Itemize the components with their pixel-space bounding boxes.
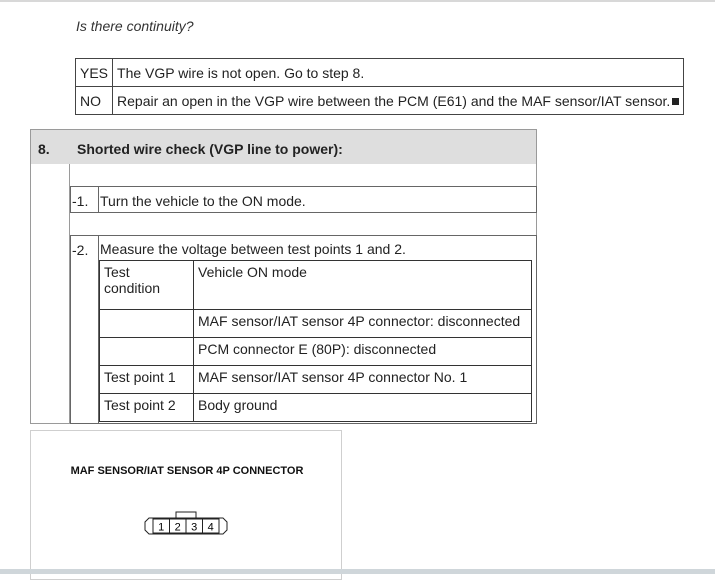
substep-1 xyxy=(70,186,537,213)
result-text: The VGP wire is not open. Go to step 8. xyxy=(113,59,684,87)
result-key: YES xyxy=(76,59,113,87)
pin-label: 1 xyxy=(158,521,165,534)
connector-figure xyxy=(30,430,342,580)
substep-2 xyxy=(70,235,537,424)
result-text: Repair an open in the VGP wire between the PCM (E61) and the MAF sensor/IAT sensor. xyxy=(113,87,684,115)
condition-label xyxy=(100,310,194,338)
substep-number: -1. xyxy=(71,187,99,212)
pin-label: 4 xyxy=(207,521,214,534)
condition-label: Test condition xyxy=(100,261,194,310)
bottom-scroll-strip xyxy=(0,569,715,574)
condition-value: MAF sensor/IAT sensor 4P connector: disconnected xyxy=(194,310,532,338)
end-marker-icon xyxy=(672,98,679,105)
step-8-block xyxy=(30,129,537,424)
result-table xyxy=(75,58,684,115)
step-header xyxy=(31,130,536,164)
table-row xyxy=(100,394,532,422)
substep-text: Measure the voltage between test points 1 and 2. xyxy=(100,241,406,257)
figure-caption: MAF SENSOR/IAT SENSOR 4P CONNECTOR xyxy=(70,465,304,477)
substep-number: -2. xyxy=(71,236,99,423)
pin-label: 2 xyxy=(174,521,181,534)
pin-label: 3 xyxy=(191,521,198,534)
connector-4p-icon xyxy=(141,511,231,541)
step-number-column xyxy=(31,130,70,423)
condition-value: MAF sensor/IAT sensor 4P connector No. 1 xyxy=(194,366,532,394)
question-text: Is there continuity? xyxy=(76,18,194,34)
condition-label: Test point 2 xyxy=(100,394,194,422)
table-row xyxy=(76,59,684,87)
substep-text: Turn the vehicle to the ON mode. xyxy=(100,193,306,209)
top-divider xyxy=(0,0,715,2)
condition-label: Test point 1 xyxy=(100,366,194,394)
condition-value: PCM connector E (80P): disconnected xyxy=(194,338,532,366)
table-row xyxy=(100,261,532,310)
table-row xyxy=(100,310,532,338)
table-row xyxy=(100,338,532,366)
condition-value: Body ground xyxy=(194,394,532,422)
test-condition-table xyxy=(99,260,532,422)
step-title: Shorted wire check (VGP line to power): xyxy=(77,141,343,157)
result-key: NO xyxy=(76,87,113,115)
table-row xyxy=(76,87,684,115)
table-row xyxy=(100,366,532,394)
condition-label xyxy=(100,338,194,366)
step-number: 8. xyxy=(38,141,50,157)
condition-value: Vehicle ON mode xyxy=(194,261,532,310)
